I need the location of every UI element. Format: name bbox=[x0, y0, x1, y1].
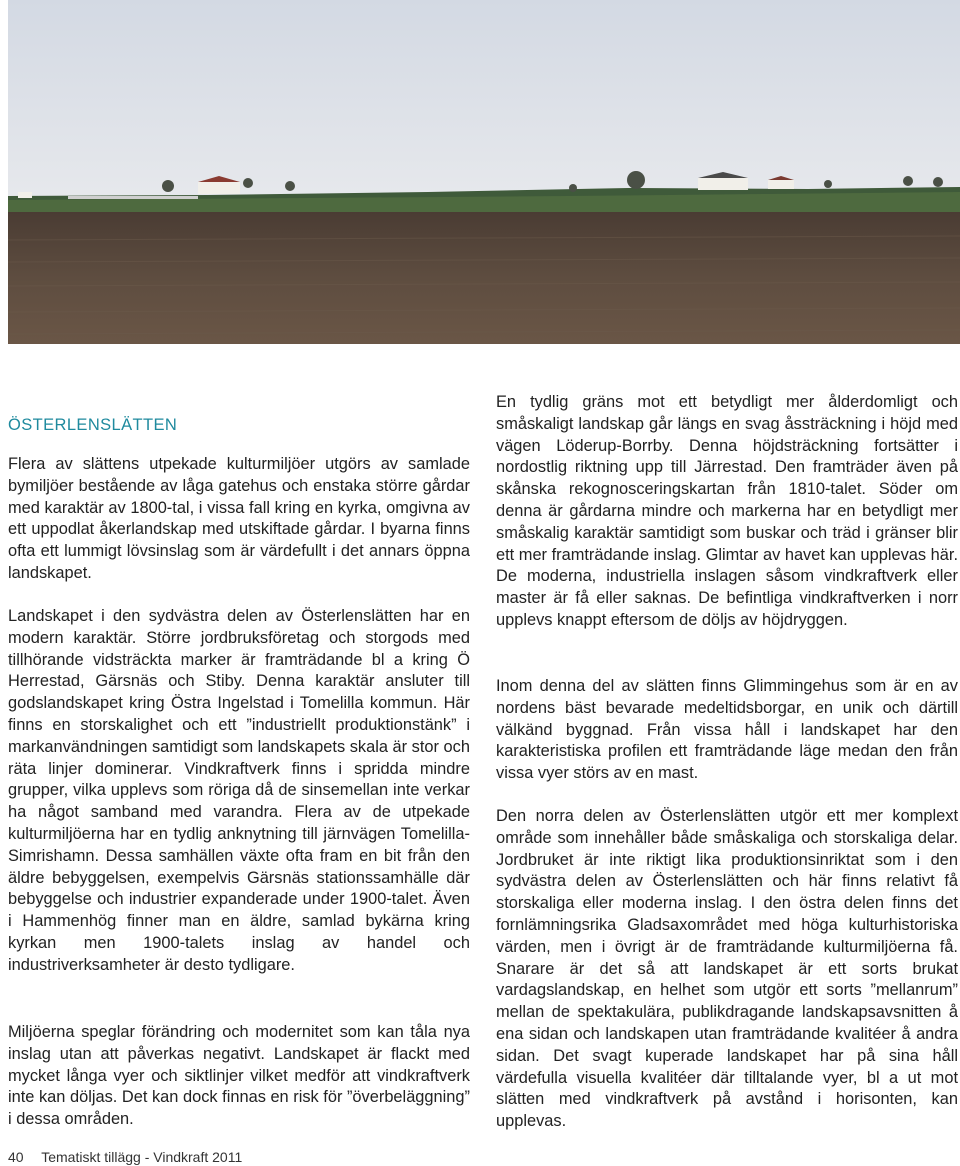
page-number: 40 bbox=[8, 1149, 24, 1165]
left-paragraph-3: Miljöerna speglar förändring och modernitet som kan tåla nya inslag utan att påverkas negativt. Landskapet är flackt med mycket långa vyer och siktlinjer vilket medför att vindkraftverk inte kan döljas. Det kan dock finnas en risk för ”överbeläggning” i dessa områden. bbox=[8, 1023, 470, 1129]
section-heading: ÖSTERLENSLÄTTEN bbox=[8, 416, 178, 434]
right-paragraph-1: En tydlig gräns mot ett betydligt mer ålderdomligt och småskaligt landskap går längs en svag åssträckning i höjd med vägen Löderup-Borrby. Denna höjdsträckning fortsätter i nordostlig riktning upp till Järrestad. Den framträder även på skånska rekognosceringskartan från 1810-talet. Söder om denna är gårdarna mindre och markerna har en betydligt mer småskalig karaktär samtidigt som buskar och träd i gränser blir ett mer framträdande inslag. Glimtar av havet kan upplevas här. De moderna, industriella inslagen såsom vindkraftverk eller master är få eller saknas. De befintliga vindkraftverken i norr upplevs knappt eftersom de döljs av höjdryggen. bbox=[496, 393, 958, 629]
publication-title: Tematiskt tillägg - Vindkraft 2011 bbox=[41, 1149, 243, 1165]
ploughed-field bbox=[8, 212, 960, 344]
left-paragraph-1: Flera av slättens utpekade kulturmiljöer utgörs av samlade bymiljöer bestående av låga gatehus och enstaka större gårdar med karaktär av 1800-tal, i vissa fall kring en kyrka, omgivna av ett uppodlat åkerlandskap med utskiftade gårdar. I byarna finns ofta ett lummigt lövsinslag som är värdefullt i det annars öppna landskapet. bbox=[8, 455, 470, 582]
right-paragraph-3: Den norra delen av Österlenslätten utgör ett mer komplext område som innehåller både småskaliga och storskaliga delar. Jordbruket är inte riktigt lika produktionsinriktat som i den sydvästra delen av Österlenslätten och här finns relativt få storskaliga eller moderna inslag. I den östra delen finns det fornlämningsrika Gladsaxområdet med höga kulturhistoriska värden, men i övrigt är de framträdande kulturmiljöerna få. Snarare är det så att landskapet är ett sorts brukat vardagslandskap, en helhet som utgör ett sorts ”mellanrum” mellan de spektakulära, publikdragande landskapsavsnitten å ena sidan och landskapen utan framträdande kvalitéer å andra sidan. Det svagt kuperade landskapet har på sina håll värdefulla visuella kvalitéer där tilltalande vyer, bl a ut mot slätten med vindkraftverk på avstånd i horisonten, kan upplevas. bbox=[496, 807, 958, 1131]
page-footer bbox=[8, 1149, 242, 1165]
right-paragraph-2: Inom denna del av slätten finns Glimmingehus som är en av nordens bäst bevarade medeltidsborgar, en unik och därtill välkänd byggnad. Från vissa håll i landskapet har den karakteristiska profilen ett framträdande läge medan den från vissa vyer störs av en mast. bbox=[496, 677, 958, 783]
sky bbox=[8, 0, 960, 196]
left-paragraph-2: Landskapet i den sydvästra delen av Österlenslätten har en modern karaktär. Större jordbruksföretag och storgods med tillhörande vidsträckta marker är framträdande bl a kring Ö Herrestad, Gärsnäs och Stiby. Denna karaktär ansluter till godslandskapet kring Östra Ingelstad i Tomelilla kommun. Här finns en storskalighet och ett ”industriellt produktionstänk” i markanvändningen samtidigt som landskapets skala är stor och räta linjer dominerar. Vindkraftverk finns i spridda mindre grupper, vilka upplevs som röriga då de sinsemellan inte verkar ha något samband med varandra. Flera av de utpekade kulturmiljöerna har en tydlig anknytning till järnvägen Tomelilla-Simrishamn. Dessa samhällen växte ofta fram en bit från den äldre bebyggelsen, exempelvis Gärsnäs stationssamhälle där bebyggelse och industrier expanderade under 1900-talet. Även i Hammenhög finner man en äldre, samlad bykärna kring kyrkan men 1900-talets inslag av handel och industriverksamheter är desto tydligare. bbox=[8, 607, 470, 974]
landscape-photo bbox=[8, 0, 960, 344]
